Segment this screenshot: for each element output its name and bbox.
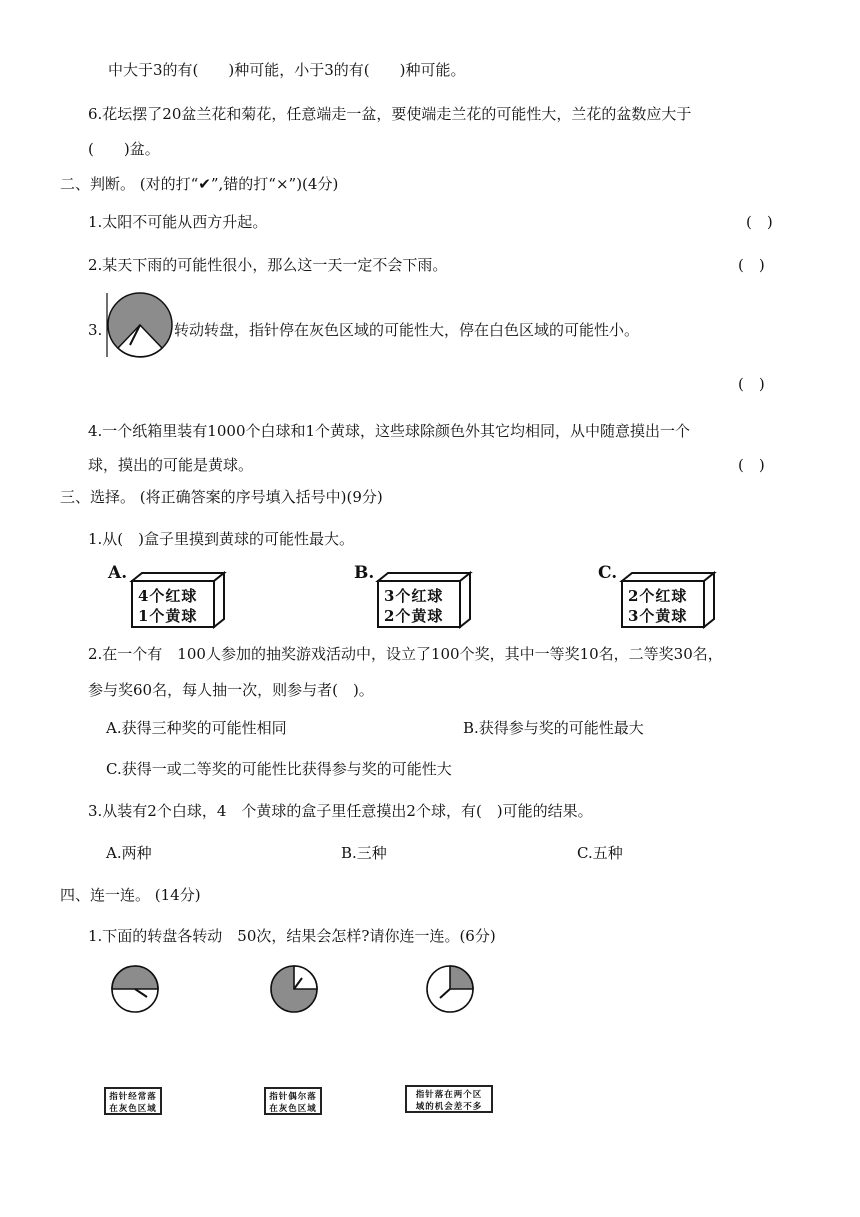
card-line2: 在灰色区域	[269, 1104, 317, 1114]
q6-line2: ( )盆。	[88, 140, 160, 158]
card-equal-chance[interactable]	[405, 1085, 493, 1113]
choice-2-option-a: A.获得三种奖的可能性相同	[106, 719, 287, 737]
choice-3-option-b: B.三种	[341, 844, 387, 862]
ball-box-c	[598, 563, 718, 627]
box-letter: C.	[598, 563, 618, 583]
box-letter: A.	[108, 563, 128, 583]
box-line1: 4个红球	[138, 587, 198, 605]
box-line2: 1个黄球	[138, 607, 198, 625]
judge-3: 转动转盘，指针停在灰色区域的可能性大，停在白色区域的可能性小。	[174, 321, 640, 339]
box-line1: 3个红球	[384, 587, 444, 605]
choice-2-option-b: B.获得参与奖的可能性最大	[463, 719, 644, 737]
box-line2: 2个黄球	[384, 607, 444, 625]
card-rarely-gray[interactable]	[264, 1087, 322, 1115]
ball-box-a	[108, 563, 228, 627]
judge-3-paren[interactable]: ( )	[738, 375, 765, 393]
section-4-heading: 四、连一连。 (14分)	[60, 886, 201, 904]
choice-3: 3.从装有2个白球，4 个黄球的盒子里任意摸出2个球，有( )可能的结果。	[88, 802, 593, 820]
q5-continued: 中大于3的有( )种可能，小于3的有( )种可能。	[108, 61, 466, 79]
card-line1: 指针偶尔落	[269, 1092, 317, 1102]
choice-3-option-a: A.两种	[106, 844, 152, 862]
choice-1: 1.从( )盒子里摸到黄球的可能性最大。	[88, 530, 355, 548]
judge-3-number: 3.	[88, 321, 103, 339]
ball-box-b	[354, 563, 474, 627]
judge-2: 2.某天下雨的可能性很小，那么这一天一定不会下雨。	[88, 256, 448, 274]
section-3-heading: 三、选择。 (将正确答案的序号填入括号中)(9分)	[60, 488, 383, 506]
card-line1: 指针经常落	[109, 1092, 157, 1102]
judge-4-line2: 球，摸出的可能是黄球。	[88, 456, 254, 474]
box-letter: B.	[354, 563, 375, 583]
judge-4-paren[interactable]: ( )	[738, 456, 765, 474]
spinner-half-gray-icon	[109, 963, 161, 1015]
judge-1-paren[interactable]: ( )	[746, 213, 773, 231]
judge-4-line1: 4.一个纸箱里装有1000个白球和1个黄球，这些球除颜色外其它均相同，从中随意摸出一个	[88, 422, 691, 440]
card-line2: 域的机会差不多	[415, 1102, 483, 1112]
connect-1: 1.下面的转盘各转动 50次，结果会怎样?请你连一连。(6分)	[88, 927, 496, 945]
box-line2: 3个黄球	[628, 607, 688, 625]
choice-2-line1: 2.在一个有 100人参加的抽奖游戏活动中，设立了100个奖，其中一等奖10名，二等奖30名，	[88, 645, 723, 663]
q6-line1: 6.花坛摆了20盆兰花和菊花，任意端走一盆，要使端走兰花的可能性大，兰花的盆数应大于	[88, 105, 692, 123]
card-often-gray[interactable]	[104, 1087, 162, 1115]
box-line1: 2个红球	[628, 587, 688, 605]
choice-2-line2: 参与奖60名，每人抽一次，则参与者( )。	[88, 681, 374, 699]
spinner-mostly-gray-icon	[268, 963, 320, 1015]
choice-3-option-c: C.五种	[577, 844, 623, 862]
spinner-j3-icon	[104, 291, 174, 359]
choice-2-option-c: C.获得一或二等奖的可能性比获得参与奖的可能性大	[106, 760, 452, 778]
spinner-small-gray-icon	[424, 963, 476, 1015]
card-line2: 在灰色区域	[109, 1104, 157, 1114]
card-line1: 指针落在两个区	[415, 1090, 483, 1100]
judge-1: 1.太阳不可能从西方升起。	[88, 213, 268, 231]
section-2-heading: 二、判断。 (对的打“✔”,错的打“×”)(4分)	[60, 175, 339, 193]
judge-2-paren[interactable]: ( )	[738, 256, 765, 274]
